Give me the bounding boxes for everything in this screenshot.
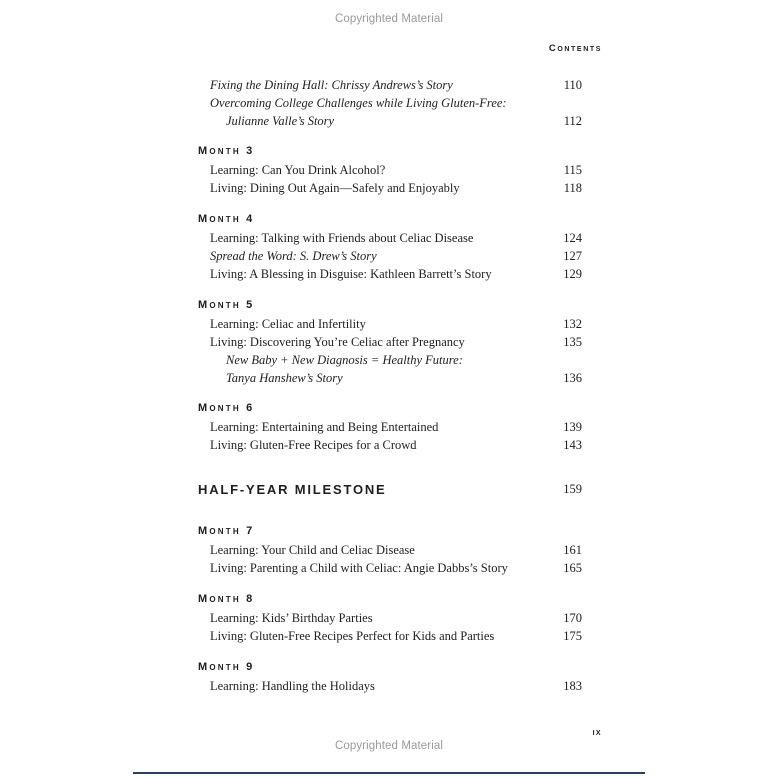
entry-page: 165 xyxy=(563,561,582,575)
month-3-heading: Month 3 xyxy=(198,145,255,157)
page-number: ix xyxy=(592,727,602,738)
entry-page: 136 xyxy=(563,371,582,385)
entry-page: 170 xyxy=(563,611,582,625)
month-6-heading: Month 6 xyxy=(198,402,255,414)
month-4-heading: Month 4 xyxy=(198,213,255,225)
month-9-heading: Month 9 xyxy=(198,661,255,673)
entry-title: Learning: Can You Drink Alcohol? xyxy=(210,163,386,177)
entry-page: 110 xyxy=(563,78,582,92)
entry-page: 124 xyxy=(563,231,582,245)
entry-page: 135 xyxy=(563,335,582,349)
entry-title: Learning: Entertaining and Being Entertained xyxy=(210,420,439,434)
entry-title: Julianne Valle’s Story xyxy=(226,114,335,128)
entry-title: Spread the Word: S. Drew’s Story xyxy=(210,249,377,263)
entry-title: Fixing the Dining Hall: Chrissy Andrews’s Story xyxy=(210,78,453,92)
month-7-heading: Month 7 xyxy=(198,525,255,537)
entry-title: Living: Dining Out Again—Safely and Enjoyably xyxy=(210,181,460,195)
entry-page: 139 xyxy=(563,420,582,434)
milestone-page: 159 xyxy=(563,482,582,496)
month-5-heading: Month 5 xyxy=(198,299,255,311)
entry-title: Overcoming College Challenges while Living Gluten-Free: xyxy=(210,96,507,110)
entry-title: Learning: Kids’ Birthday Parties xyxy=(210,611,373,625)
entry-title: Learning: Handling the Holidays xyxy=(210,679,375,693)
entry-title: Learning: Talking with Friends about Celiac Disease xyxy=(210,231,474,245)
milestone-title: HALF-YEAR MILESTONE xyxy=(198,482,387,497)
entry-page: 115 xyxy=(563,163,582,177)
entry-page: 132 xyxy=(563,317,582,331)
entry-page: 175 xyxy=(563,629,582,643)
entry-title: Tanya Hanshew’s Story xyxy=(226,371,343,385)
entry-title: Learning: Your Child and Celiac Disease xyxy=(210,543,415,557)
running-head: Contents xyxy=(548,43,602,54)
entry-title: Living: Gluten-Free Recipes for a Crowd xyxy=(210,438,417,452)
entry-page: 118 xyxy=(563,181,582,195)
month-8-heading: Month 8 xyxy=(198,593,255,605)
entry-title: Learning: Celiac and Infertility xyxy=(210,317,366,331)
entry-title: Living: Discovering You’re Celiac after Pregnancy xyxy=(210,335,465,349)
entry-page: 143 xyxy=(563,438,582,452)
entry-page: 129 xyxy=(563,267,582,281)
watermark-top: Copyrighted Material xyxy=(334,13,444,25)
entry-title: New Baby + New Diagnosis = Healthy Future: xyxy=(226,353,463,367)
entry-title: Living: A Blessing in Disguise: Kathleen Barrett’s Story xyxy=(210,267,492,281)
watermark-bottom: Copyrighted Material xyxy=(334,740,444,752)
entry-page: 161 xyxy=(563,543,582,557)
entry-page: 183 xyxy=(563,679,582,693)
entry-title: Living: Parenting a Child with Celiac: Angie Dabbs’s Story xyxy=(210,561,508,575)
entry-page: 127 xyxy=(563,249,582,263)
entry-title: Living: Gluten-Free Recipes Perfect for Kids and Parties xyxy=(210,629,495,643)
bottom-divider xyxy=(133,772,645,774)
entry-page: 112 xyxy=(563,114,582,128)
